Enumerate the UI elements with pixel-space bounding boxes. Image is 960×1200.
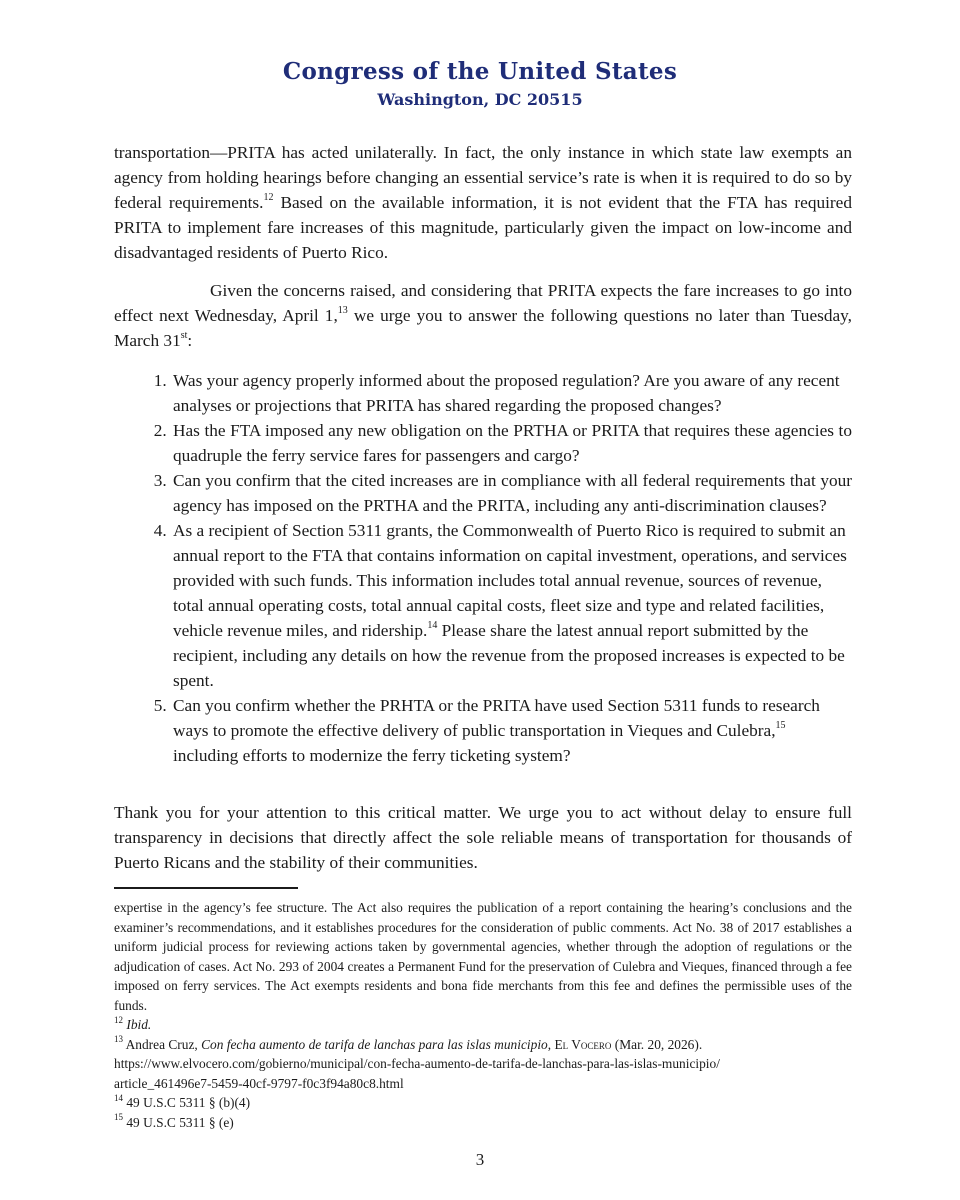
footnote-number: 15 (114, 1112, 123, 1123)
paragraph-text: transportation—PRITA has acted unilaterally. In fact, the only instance in which state law exempts an agency from holding hearings before changing an essential service’s rate is when it is required to do so by federal requirements. (114, 143, 852, 212)
footnote-author: Andrea Cruz, (125, 1036, 202, 1052)
question-text: Was your agency properly informed about the proposed regulation? Are you aware of any recent analyses or projections that PRITA has shared regarding the proposed changes? (173, 371, 840, 415)
paragraph-text: we urge you to answer the following questions no later than Tuesday, March 31 (114, 306, 852, 350)
footnote-13 (114, 1035, 852, 1094)
question-text: Can you confirm whether the PRHTA or the PRITA have used Section 5311 funds to research ways to promote the effective delivery of public transportation in Vieques and Culebra, (173, 696, 820, 740)
body-paragraph-continuation (114, 140, 852, 265)
question-item (171, 518, 852, 693)
footnote-number: 12 (114, 1014, 123, 1025)
footnote-text: 49 U.S.C 5311 § (b)(4) (126, 1095, 251, 1110)
question-text: Can you confirm that the cited increases are in compliance with all federal requirements that your agency has imposed on the PRTHA and the PRITA, including any anti-discrimination clauses? (173, 471, 852, 515)
ordinal-suffix: st (180, 330, 188, 342)
question-text: As a recipient of Section 5311 grants, the Commonwealth of Puerto Rico is required to submit an annual report to the FTA that contains information on capital investment, operations, and services provided with such funds. This information includes total annual revenue, sources of revenue, total annual operating costs, total annual capital costs, fleet size and type and related facilities, vehicle revenue miles, and ridership. (173, 521, 847, 640)
question-item (171, 468, 852, 518)
paragraph-text: : (187, 331, 193, 350)
footnote-url[interactable]: https://www.elvocero.com/gobierno/municipal/con-fecha-aumento-de-tarifa-de-lanchas-para-las-islas-municipio/ (114, 1056, 720, 1071)
letterhead-title: Congress of the United States (282, 58, 678, 85)
question-text: Has the FTA imposed any new obligation on the PRTHA or PRITA that requires these agencies to quadruple the ferry service fares for passengers and cargo? (173, 421, 852, 465)
questions-list (114, 368, 852, 768)
footnote-url[interactable]: article_461496e7-5459-40cf-9797-f0c3f94a80c8.html (114, 1075, 404, 1091)
question-text: Please share the latest annual report submitted by the recipient, including any details on how the revenue from the proposed increases is expected to be spent. (173, 621, 845, 690)
paragraph-text: Based on the available information, it is not evident that the FTA has required PRITA to implement fare increases of this magnitude, particularly given the impact on low-income and disadvantaged residents of Puerto Rico. (114, 193, 852, 262)
footnote-12 (114, 1015, 852, 1035)
footnote-article-title: Con fecha aumento de tarifa de lanchas para las islas municipio (201, 1036, 548, 1052)
closing-paragraph: Thank you for your attention to this critical matter. We urge you to act without delay to ensure full transparency in decisions that directly affect the sole reliable means of transportation for thousands of Puerto Ricans and the stability of their communities. (114, 803, 852, 872)
footnote-ref: 12 (263, 192, 274, 204)
footnote-ref: 14 (427, 620, 438, 632)
body-paragraph-request (114, 278, 852, 353)
footnote-divider (114, 887, 298, 889)
page-number: 3 (475, 1150, 485, 1169)
footnote-15 (114, 1113, 852, 1133)
footnote-publication: El Vocero (554, 1036, 612, 1052)
question-item (171, 693, 852, 768)
footnote-number: 14 (114, 1092, 123, 1103)
question-item (171, 418, 852, 468)
footnote-ref: 13 (337, 305, 348, 317)
footnote-text: Ibid. (126, 1017, 152, 1032)
footnote-ref: 15 (775, 720, 786, 732)
paragraph-text: Given the concerns raised, and considering that PRITA expects the fare increases to go into effect next Wednesday, April 1, (114, 281, 852, 325)
footnote-continuation: expertise in the agency’s fee structure. The Act also requires the publication of a report containing the hearing’s conclusions and the examiner’s recommendations, and it establishes procedures for the consideration of public comments. Act No. 38 of 2017 establishes a uniform judicial process for reviewing actions taken by governmental agencies, whether through the adoption of regulations or the adjudication of cases. Act No. 293 of 2004 creates a Permanent Fund for the preservation of Culebra and Vieques, financed through a fee imposed on ferry services. The Act exempts residents and bona fide merchants from this fee and defines the permissible uses of the funds. (114, 900, 852, 1013)
footnote-text: 49 U.S.C 5311 § (e) (126, 1114, 234, 1130)
letterhead-subtitle: Washington, DC 20515 (377, 90, 583, 109)
footnote-separator: , (547, 1036, 555, 1052)
footnote-14 (114, 1093, 852, 1113)
question-item (171, 368, 852, 418)
question-text: including efforts to modernize the ferry ticketing system? (173, 746, 571, 765)
footnote-number: 13 (114, 1034, 123, 1045)
footnote-date: (Mar. 20, 2026). (611, 1036, 703, 1052)
footnotes-section (114, 898, 852, 1132)
